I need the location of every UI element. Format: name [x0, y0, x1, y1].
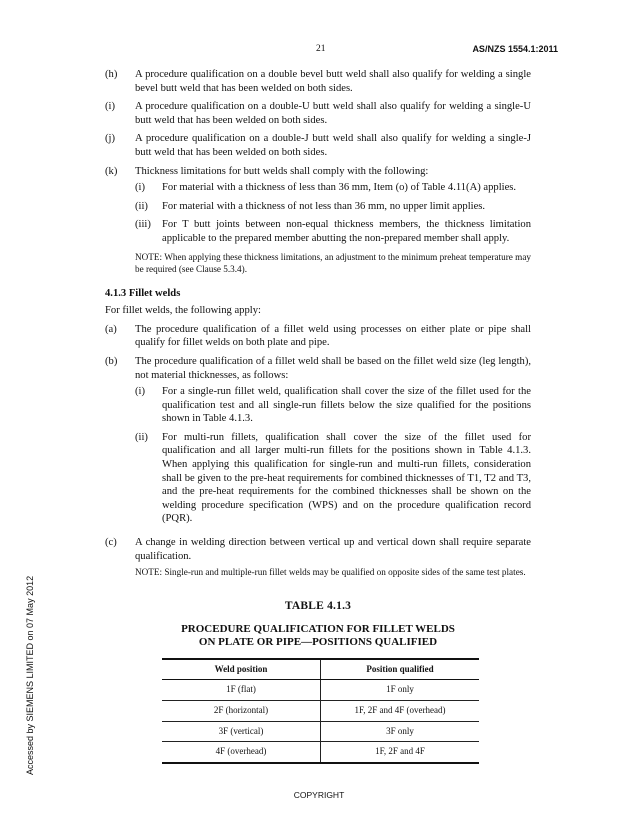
sub-item: (i) For a single-run fillet weld, qualification shall cover the size of the fillet used for the qualification test and all single-run fillets below the size qualified for the positions shown in Table 4.1.3.: [135, 386, 531, 425]
sub-list: [135, 385, 531, 526]
list-item-b: (b) The procedure qualification of a fillet weld shall be based on the fillet weld size (leg length), not material thicknesses, as follows: (i) For a single-run fillet weld, qualification shall cover the size of the fillet used for the qualification test and all single-run fillets below the size qualified for the positions shown in Table 4.1.3. (ii) For multi-run fillets, qualification shall cover the size of the fillet used for qualification and all larger multi-run fillets for the positions shown in Table 4.1.3. When applying this qualification for single-run and multi-run fillets, consideration shall be given to the pre-heat requirements for combined thicknesses of T1, T2 and T3, and the pre-heat requirements for the combined thicknesses shall be shown on the welding procedure specification (WPS) and on the procedure qualification record (PQR).: [105, 355, 531, 525]
copyright-footer: COPYRIGHT: [293, 790, 345, 800]
table-row: [162, 701, 479, 722]
sub-list: [135, 181, 531, 245]
note: NOTE: Single-run and multiple-run fillet welds may be qualified on opposite sides of the same test plates.: [135, 567, 526, 578]
table-block: [105, 600, 531, 764]
table-title: TABLE 4.1.3: [284, 600, 352, 613]
table-cell: 4F (overhead): [162, 742, 321, 763]
sub-item: (iii) For T butt joints between non-equal thickness members, the thickness limitation applicable to the prepared member abutting the non-prepared member shall apply.: [135, 219, 531, 244]
list-item-h: (h) A procedure qualification on a double bevel butt weld shall also qualify for welding a single bevel butt weld that has been welded on both sides.: [105, 69, 531, 94]
positions-table: [162, 658, 479, 764]
table-row: [162, 721, 479, 742]
table-cell: 2F (horizontal): [162, 701, 321, 722]
list-item-i: (i) A procedure qualification on a double-U butt weld shall also qualify for welding a single-U butt weld that has been welded on both sides.: [105, 101, 531, 126]
list-item-a: (a) The procedure qualification of a fillet weld using processes on either plate or pipe shall qualify for fillet welds on both plate and pipe.: [105, 323, 531, 349]
note: NOTE: When applying these thickness limitations, an adjustment to the minimum preheat temperature may be required (see Clause 5.3.4).: [135, 251, 531, 274]
list-item-c: (c) A change in welding direction between vertical up and vertical down shall require separate qualification. NOTE: Single-run and multiple-run fillet welds may be qualified on opposite sides of the same test plates.: [105, 537, 531, 578]
table-cell: 1F, 2F and 4F (overhead): [321, 701, 480, 722]
table-cell: 1F only: [321, 680, 480, 701]
column-header: Weld position: [162, 659, 321, 680]
sub-item: (i) For material with a thickness of less than 36 mm, Item (o) of Table 4.11(A) applies.: [135, 182, 517, 194]
section-intro: For fillet welds, the following apply:: [105, 305, 261, 317]
sub-item: (ii) For multi-run fillets, qualification shall cover the size of the fillet used for qualification and all larger multi-run fillets for the positions shown in Table 4.1.3. When applying this qualification for single-run and multi-run fillets, consideration shall be given to the pre-heat requirements for combined thicknesses of T1, T2 and T3, and the pre-heat requirements for the combined thicknesses shall be shown on the welding procedure specification (WPS) and on the procedure qualification record (PQR).: [135, 431, 531, 525]
column-header: Position qualified: [321, 659, 480, 680]
table-cell: 1F (flat): [162, 680, 321, 701]
page-body: [105, 68, 531, 764]
access-watermark: Accessed by SIEMENS LIMITED on 07 May 2012: [25, 575, 35, 775]
table-header-row: [162, 659, 479, 680]
page-number: 21: [316, 44, 326, 54]
standard-number: AS/NZS 1554.1:2011: [472, 44, 558, 54]
table-cell: 1F, 2F and 4F: [321, 742, 480, 763]
table-cell: 3F only: [321, 721, 480, 742]
list-item-k: (k) Thickness limitations for butt welds shall comply with the following: (i) For material with a thickness of less than 36 mm, Item (o) of Table 4.11(A) applies. (ii) For material with a thickness of not less than 36 mm, no upper limit applies. (iii) For T butt joints between non-equal thickness members, the thickness limitation applicable to the prepared member abutting the non-prepared member shall apply. NOTE: When applying these thickness limitations, an adjustment to the minimum preheat temperature may be required (see Clause 5.3.4).: [105, 165, 531, 274]
list-item-j: (j) A procedure qualification on a double-J butt weld shall also qualify for welding a single-J butt weld that has been welded on both sides.: [105, 133, 531, 158]
table-row: [162, 742, 479, 763]
table-row: [162, 680, 479, 701]
table-cell: 3F (vertical): [162, 721, 321, 742]
table-caption: PROCEDURE QUALIFICATION FOR FILLET WELDS ON PLATE OR PIPE—POSITIONS QUALIFIED: [181, 622, 455, 649]
section-heading: 4.1.3 Fillet welds: [105, 287, 181, 299]
sub-item: (ii) For material with a thickness of not less than 36 mm, no upper limit applies.: [135, 200, 486, 212]
